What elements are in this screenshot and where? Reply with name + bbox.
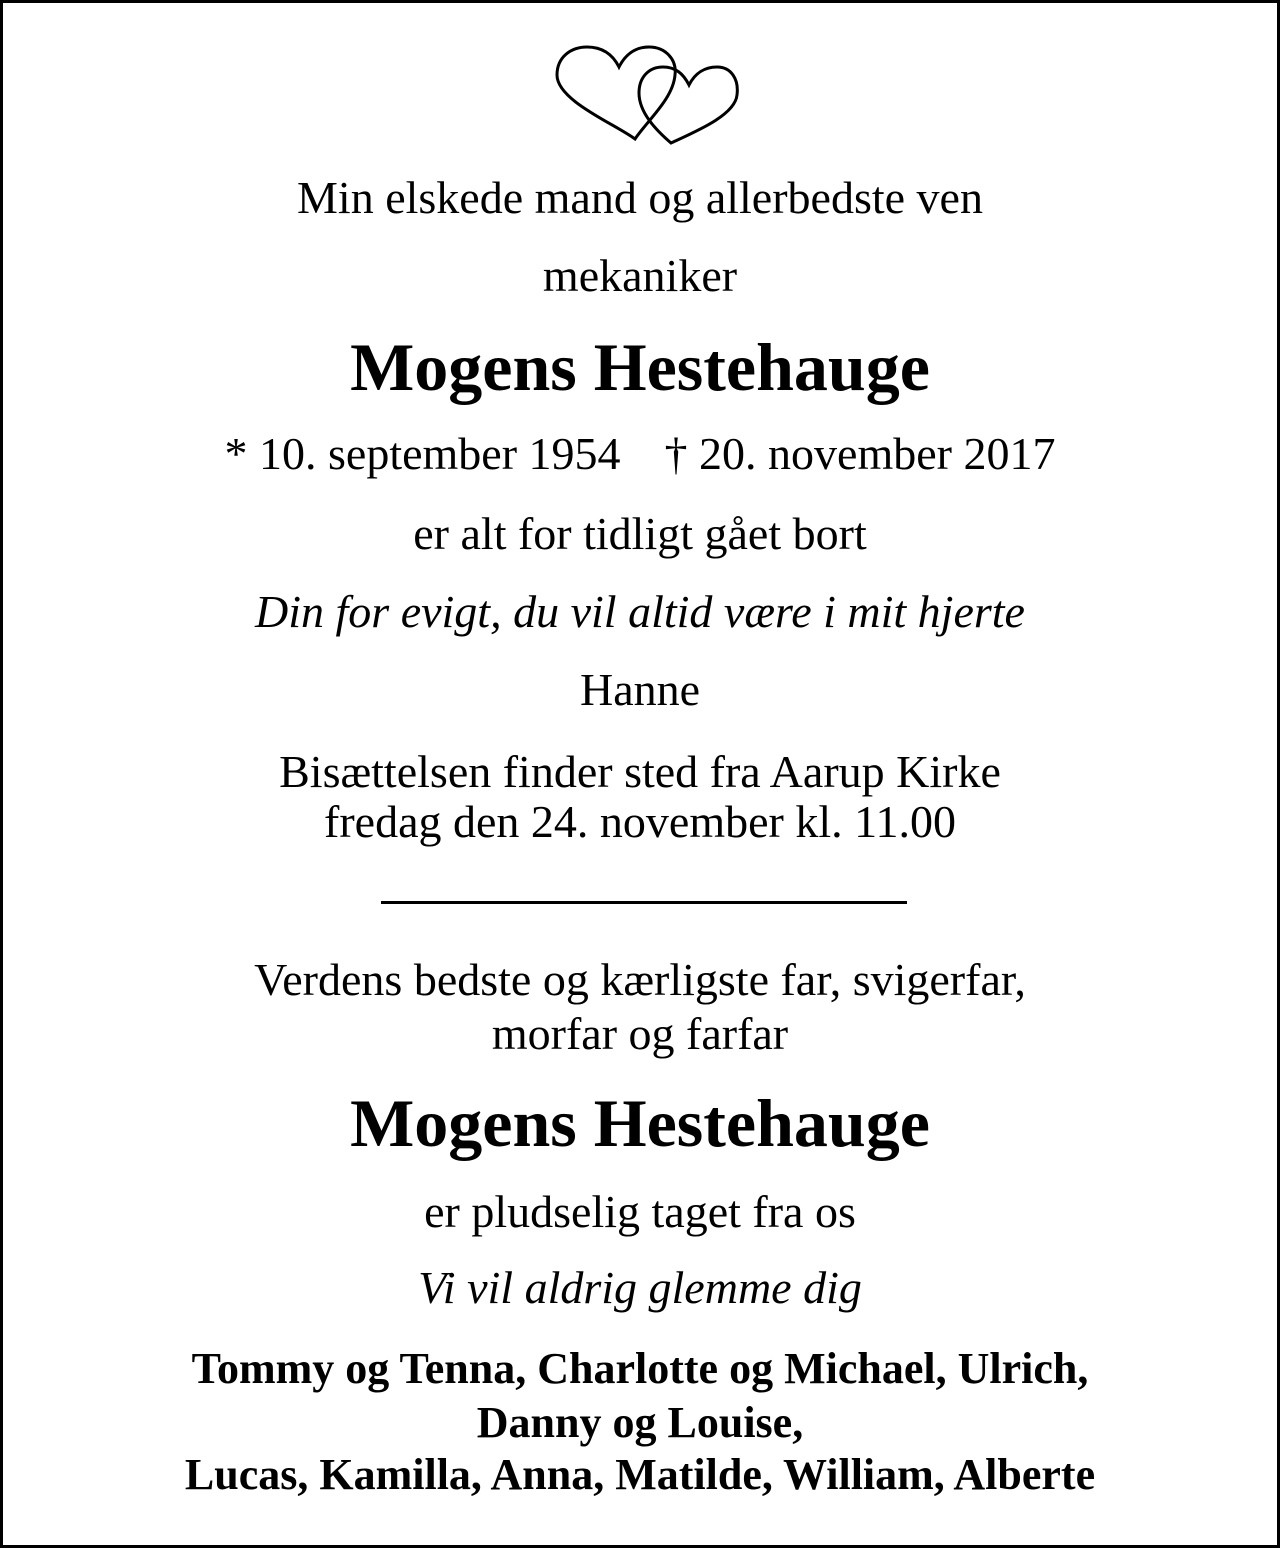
intro-line-1: Verdens bedste og kærligste far, svigerfar,	[254, 954, 1026, 1005]
quote-text-2: Vi vil aldrig glemme dig	[418, 1262, 862, 1313]
birth-date: * 10. september 1954	[224, 428, 621, 479]
family-line-3: Lucas, Kamilla, Anna, Matilde, William, Alberte	[184, 1450, 1096, 1499]
intro-text: Min elskede mand og allerbedste ven	[297, 172, 983, 223]
two-hearts-icon	[543, 41, 743, 151]
deceased-name: Mogens Hestehauge	[350, 329, 930, 405]
family-line-1: Tommy og Tenna, Charlotte og Michael, Ulrich,	[191, 1344, 1089, 1393]
occupation-text: mekaniker	[542, 250, 738, 301]
quote-text: Din for evigt, du vil altid være i mit hjerte	[255, 586, 1025, 637]
phrase-text-2: er pludselig taget fra os	[424, 1186, 856, 1237]
death-date: † 20. november 2017	[664, 428, 1056, 479]
deceased-name-2: Mogens Hestehauge	[350, 1085, 930, 1161]
funeral-line-2: fredag den 24. november kl. 11.00	[324, 796, 956, 847]
family-line-2: Danny og Louise,	[476, 1398, 804, 1447]
phrase-text: er alt for tidligt gået bort	[413, 508, 867, 559]
intro-line-2: morfar og farfar	[491, 1008, 789, 1059]
signature-text: Hanne	[579, 664, 701, 715]
dates-line	[3, 428, 1277, 479]
section-divider	[381, 901, 907, 904]
funeral-line-1: Bisættelsen finder sted fra Aarup Kirke	[279, 746, 1001, 797]
